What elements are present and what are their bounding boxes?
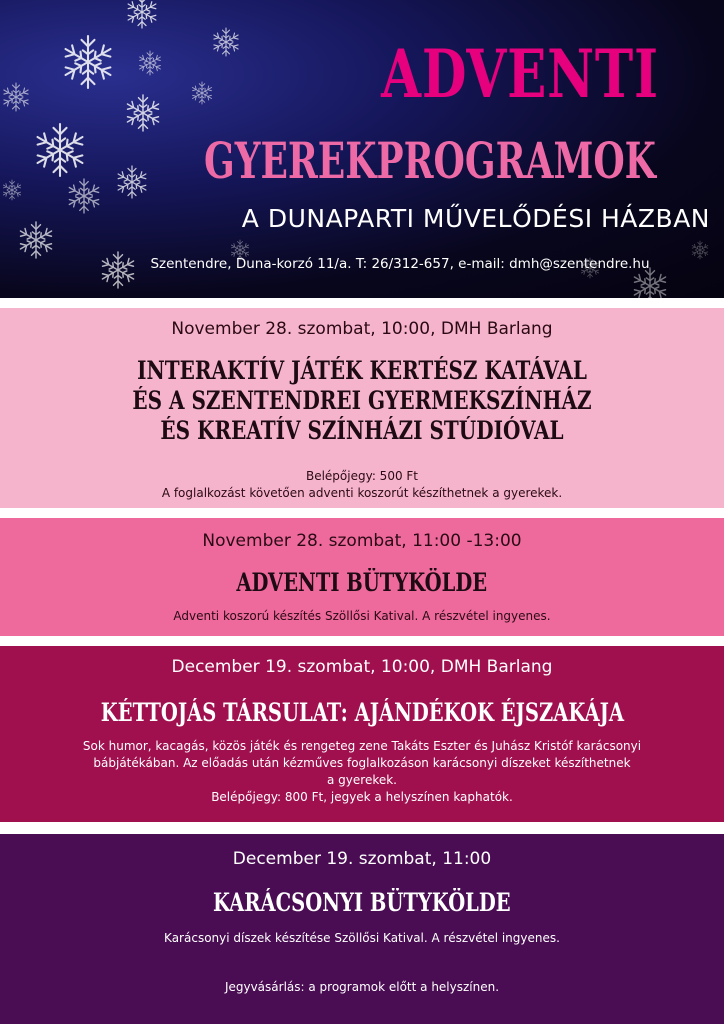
event-title-line: ÉS KREATÍV SZÍNHÁZI STÚDIÓVAL [160, 416, 564, 445]
snowflake-icon [118, 166, 146, 198]
event-desc-line: A foglalkozást követően adventi koszorút készíthetnek a gyerekek. [161, 486, 563, 500]
event-date: November 28. szombat, 10:00, DMH Barlang [171, 319, 553, 339]
event-date: November 28. szombat, 11:00 -13:00 [202, 531, 522, 551]
event-title-line: INTERAKTÍV JÁTÉK KERTÉSZ KATÁVAL [137, 356, 587, 385]
event-desc-line: Adventi koszorú készítés Szöllősi Katival. A részvétel ingyenes. [173, 609, 551, 623]
snowflake-icon [127, 95, 158, 131]
title-gyerekprogramok: GYEREKPROGRAMOK [203, 131, 656, 190]
contact-info: Szentendre, Duna-korzó 11/a. T: 26/312-657, e-mail: dmh@szentendre.hu [150, 256, 650, 272]
event-description [0, 468, 724, 502]
event-title [0, 888, 724, 918]
event-title-line: KARÁCSONYI BÜTYKÖLDE [213, 888, 511, 917]
event-desc-line: Karácsonyi díszek készítése Szöllősi Katival. A részvétel ingyenes. [164, 931, 560, 945]
snowflake-icon [66, 36, 111, 88]
event-date: December 19. szombat, 10:00, DMH Barlang [171, 657, 553, 677]
event-desc-line: Belépőjegy: 800 Ft, jegyek a helyszínen kaphatók. [211, 790, 513, 804]
snowflake-icon [214, 28, 238, 56]
event-title-line: KÉTTOJÁS TÁRSULAT: AJÁNDÉKOK ÉJSZAKÁJA [100, 698, 624, 727]
event-date: December 19. szombat, 11:00 [232, 849, 492, 869]
subtitle-venue: A DUNAPARTI MŰVELŐDÉSI HÁZBAN [241, 204, 710, 233]
snowflake-icon [4, 83, 28, 111]
event-title-line: ADVENTI BÜTYKÖLDE [236, 568, 488, 597]
event-description [70, 738, 654, 806]
event-description [0, 930, 724, 947]
snowflake-icon [140, 51, 161, 75]
event-title-line: ÉS A SZENTENDREI GYERMEKSZÍNHÁZ [132, 386, 592, 415]
event-desc-line: Sok humor, kacagás, közös játék és rengeteg zene Takáts Eszter és Juhász Kristóf karácsonyi [82, 739, 642, 753]
snowflake-icon [3, 180, 20, 200]
event-title [0, 568, 724, 598]
event-desc-line: a gyerekek. [327, 773, 397, 787]
event-2 [0, 518, 724, 636]
title-adventi: ADVENTI [381, 35, 659, 113]
snowflake-icon [20, 222, 51, 258]
snowflake-icon [192, 82, 211, 104]
event-desc-line: bábjátékában. Az előadás után kézműves foglalkozáson karácsonyi díszeket készíthetnek [93, 756, 631, 770]
event-4 [0, 834, 724, 1024]
header [0, 0, 724, 298]
snowflake-icon [692, 241, 708, 259]
event-title [0, 698, 724, 728]
snowflake-icon [128, 0, 156, 28]
event-3 [0, 646, 724, 822]
event-desc-line: Belépőjegy: 500 Ft [305, 469, 419, 483]
snowflake-icon [38, 124, 83, 176]
event-description [0, 608, 724, 625]
event-title [0, 356, 724, 446]
ticket-note: Jegyvásárlás: a programok előtt a helyszínen. [224, 980, 500, 994]
snowflake-icon [69, 179, 98, 213]
event-1 [0, 308, 724, 508]
